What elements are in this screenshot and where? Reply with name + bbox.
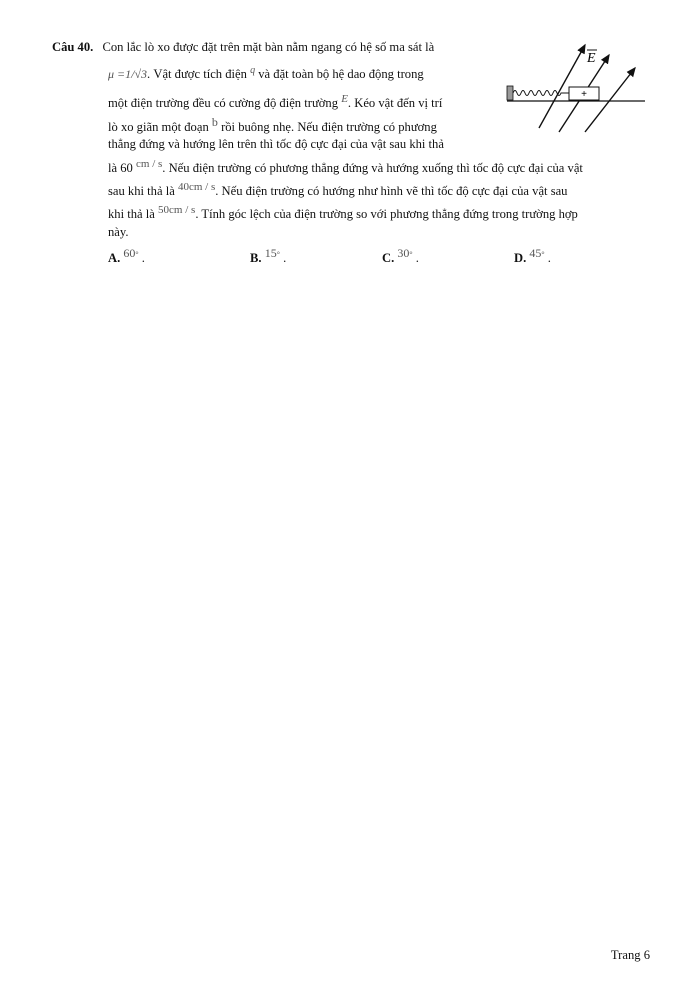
- spring: [513, 91, 569, 96]
- spring-field-figure: [505, 40, 645, 135]
- question-line-7: sau khi thả là 40cm / s. Nếu điện trường có hướng như hình vẽ thì tốc độ cực đại của vật sau: [108, 181, 568, 199]
- question-line-6: là 60 cm / s. Nếu điện trường có phương thẳng đứng và hướng xuống thì tốc độ cực đại của vật: [108, 158, 583, 176]
- option-a[interactable]: A. 60° .: [108, 246, 145, 266]
- question-line-4: lò xo giãn một đoạn b rồi buông nhẹ. Nếu điện trường có phương: [108, 115, 437, 135]
- charge-symbol: q: [250, 65, 256, 76]
- wall: [507, 86, 513, 100]
- stretch-symbol: b: [211, 115, 218, 129]
- question-line-5: thẳng đứng và hướng lên trên thì tốc độ cực đại của vật sau khi thả: [108, 137, 444, 151]
- speed-3: 50cm / s: [158, 204, 196, 216]
- question-line-2: μ =1/√3. Vật được tích điện $^q$ và đặt toàn bộ hệ dao động trong: [108, 65, 424, 82]
- question-line-1: Câu 40. Con lắc lò xo được đặt trên mặt bàn nằm ngang có hệ số ma sát là: [52, 40, 435, 54]
- field-label: E: [587, 51, 596, 66]
- field-symbol: E: [341, 93, 348, 105]
- charge-sign: +: [581, 89, 587, 100]
- page-number: Trang 6: [610, 948, 650, 962]
- speed-2: 40cm / s: [177, 181, 216, 193]
- mu-formula: μ =1/√3: [108, 67, 148, 82]
- option-c[interactable]: C. 30° .: [382, 246, 419, 266]
- speed-unit-1: cm / s: [136, 158, 163, 170]
- option-d[interactable]: D. 45° .: [514, 246, 551, 266]
- question-line-8: khi thả là 50cm / s. Tính góc lệch của điện trường so với phương thẳng đứng trong trường hợp: [108, 204, 578, 222]
- question-line-9: này.: [108, 225, 129, 239]
- question-label: Câu 40.: [52, 40, 94, 54]
- question-line-3: một điện trường đều có cường độ điện trường E. Kéo vật đến vị trí: [108, 93, 443, 111]
- option-b[interactable]: B. 15° .: [250, 246, 287, 266]
